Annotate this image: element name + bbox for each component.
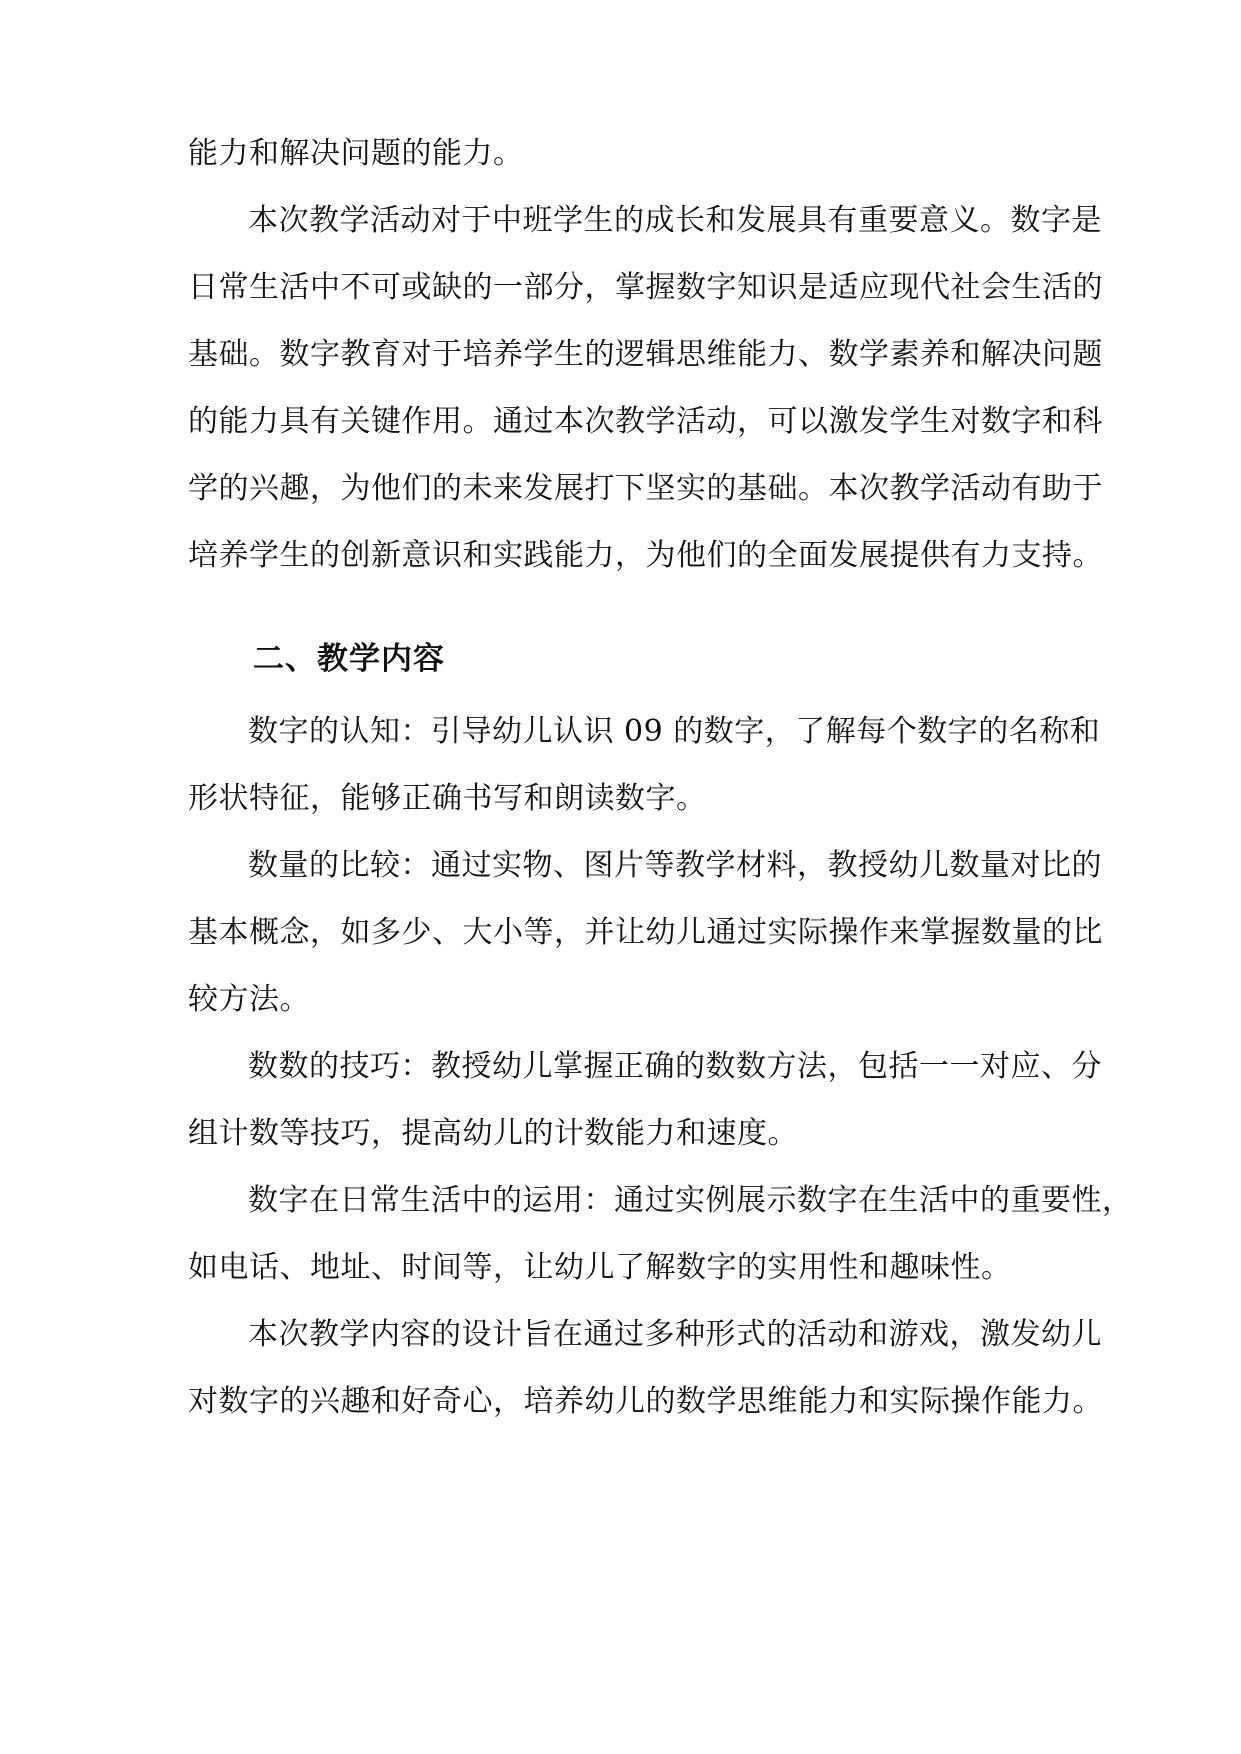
paragraph-line: 数量的比较：通过实物、图片等教学材料，教授幼儿数量对比的: [248, 848, 1102, 883]
paragraph-line: 的能力具有关键作用。通过本次教学活动，可以激发学生对数字和科: [188, 404, 1103, 439]
paragraph-line: 本次教学活动对于中班学生的成长和发展具有重要意义。数字是: [248, 203, 1102, 238]
paragraph-line: 本次教学内容的设计旨在通过多种形式的活动和游戏，激发幼儿: [248, 1317, 1102, 1352]
paragraph-line: 能力和解决问题的能力。: [188, 136, 524, 171]
paragraph-line: 数字的认知：引导幼儿认识 09 的数字，了解每个数字的名称和: [248, 714, 1101, 749]
paragraph-line: 如电话、地址、时间等，让幼儿了解数字的实用性和趣味性。: [188, 1250, 1012, 1285]
paragraph-line: 培养学生的创新意识和实践能力，为他们的全面发展提供有力支持。: [188, 538, 1103, 573]
paragraph-line: 对数字的兴趣和好奇心，培养幼儿的数学思维能力和实际操作能力。: [188, 1384, 1103, 1419]
paragraph-line: 数数的技巧：教授幼儿掌握正确的数数方法，包括一一对应、分: [248, 1049, 1102, 1084]
paragraph-line: 数字在日常生活中的运用：通过实例展示数字在生活中的重要性，: [248, 1183, 1133, 1218]
paragraph-line: 学的兴趣，为他们的未来发展打下坚实的基础。本次教学活动有助于: [188, 471, 1103, 506]
paragraph-line: 较方法。: [188, 982, 310, 1017]
paragraph-line: 组计数等技巧，提高幼儿的计数能力和速度。: [188, 1116, 798, 1151]
section-heading: 二、教学内容: [253, 641, 445, 677]
paragraph-line: 日常生活中不可或缺的一部分，掌握数字知识是适应现代社会生活的: [188, 270, 1103, 305]
paragraph-line: 基本概念，如多少、大小等，并让幼儿通过实际操作来掌握数量的比: [188, 915, 1103, 950]
paragraph-line: 基础。数字教育对于培养学生的逻辑思维能力、数学素养和解决问题: [188, 337, 1103, 372]
paragraph-line: 形状特征，能够正确书写和朗读数字。: [188, 781, 707, 816]
